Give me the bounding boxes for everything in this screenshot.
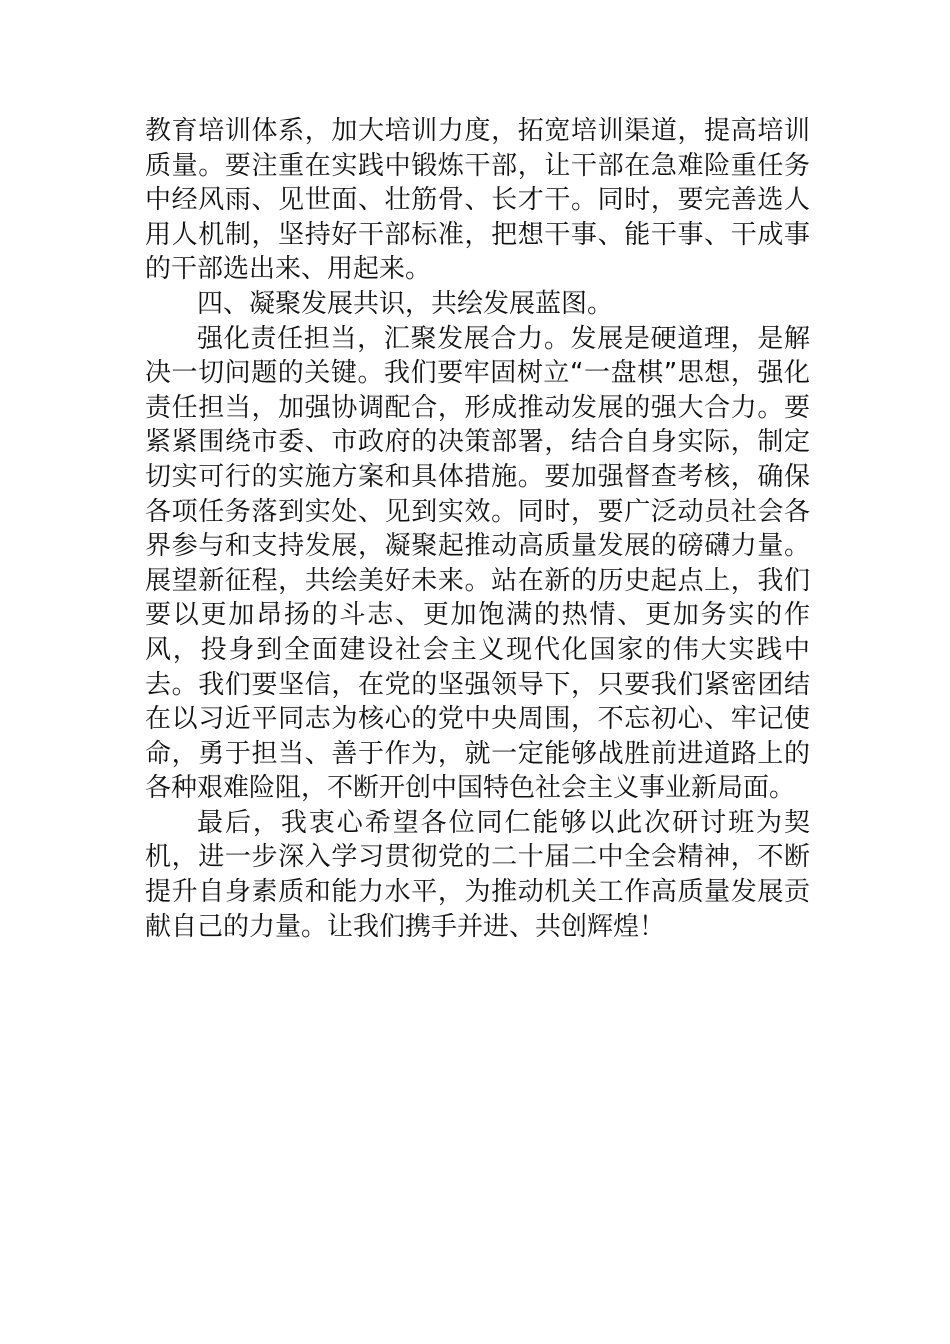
paragraph-cadre-training: 教育培训体系，加大培训力度，拓宽培训渠道，提高培训质量。要注重在实践中锻炼干部，让干部在急难险重任务中经风雨、见世面、壮筋骨、长才干。同时，要完善选人用人机制，坚持好干部标准，把想干事、能干事、干成事的干部选出来、用起来。: [145, 116, 810, 285]
document-body: [145, 114, 810, 944]
paragraph-closing: 最后，我衷心希望各位同仁能够以此次研讨班为契机，进一步深入学习贯彻党的二十届二中全会精神，不断提升自身素质和能力水平，为推动机关工作高质量发展贡献自己的力量。让我们携手并进、共创辉煌！: [145, 807, 810, 942]
paragraph-responsibility: 强化责任担当，汇聚发展合力。发展是硬道理，是解决一切问题的关键。我们要牢固树立“一盘棋”思想，强化责任担当，加强协调配合，形成推动发展的强大合力。要紧紧围绕市委、市政府的决策部署，结合自身实际，制定切实可行的实施方案和具体措施。要加强督查考核，确保各项任务落到实处、见到实效。同时，要广泛动员社会各界参与和支持发展，凝聚起推动高质量发展的磅礴力量。展望新征程，共绘美好未来。站在新的历史起点上，我们要以更加昂扬的斗志、更加饱满的热情、更加务实的作风，投身到全面建设社会主义现代化国家的伟大实践中去。我们要坚信，在党的坚强领导下，只要我们紧密团结在以习近平同志为核心的党中央周围，不忘初心、牢记使命，勇于担当、善于作为，就一定能够战胜前进道路上的各种艰难险阻，不断开创中国特色社会主义事业新局面。: [145, 323, 810, 804]
section-heading-four: 四、凝聚发展共识，共绘发展蓝图。: [197, 288, 614, 319]
